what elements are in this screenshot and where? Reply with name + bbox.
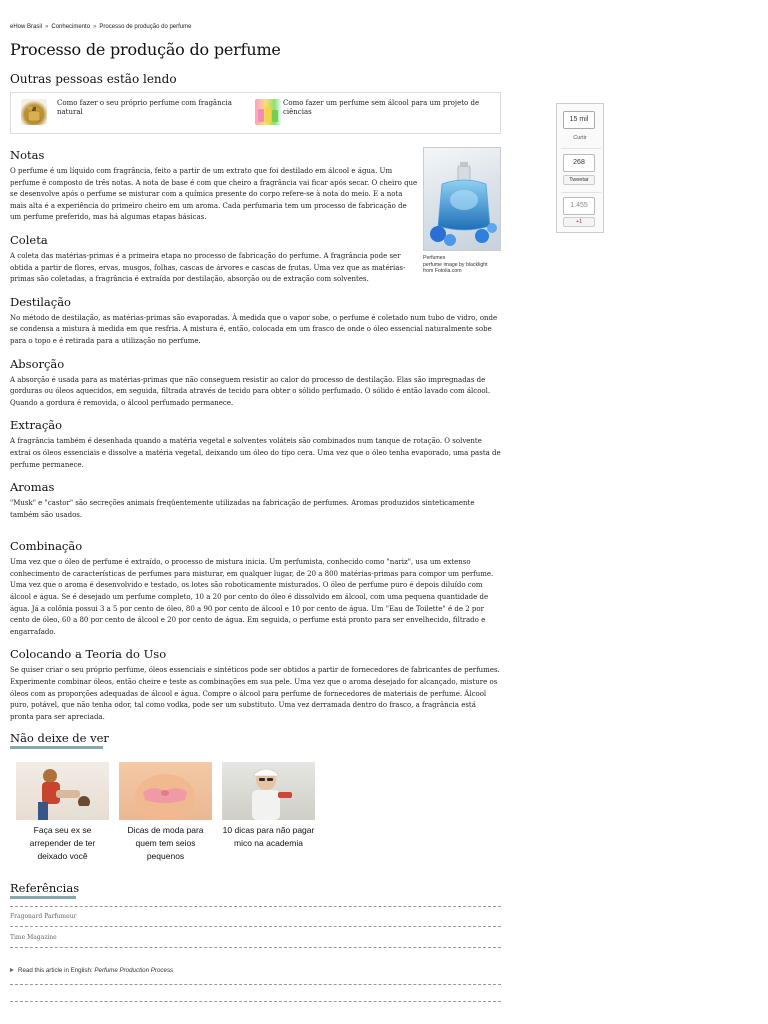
read-in-english-label: Read this article in English: [18, 967, 93, 974]
reference-item[interactable]: Time Magazine [10, 934, 57, 941]
divider [10, 947, 501, 948]
related-article-thumbnail[interactable] [21, 99, 47, 125]
divider [10, 1001, 501, 1002]
related-article-thumbnail[interactable] [255, 99, 281, 125]
divider [561, 192, 601, 193]
section-paragraph: No método de destilação, as matérias-primas são evaporadas. À medida que o vapor sobe, o perfume é coletado num tubo de vidro, onde se condensa a mistura à medida em que resfria. A mistura é, então, colocada em um frasco de onde o óleo essencial naturalmente sobe para o topo e é retirada para a utilização no perfume. [10, 313, 498, 345]
section-destilacao [10, 295, 501, 348]
others-reading-box [10, 92, 501, 134]
section-paragraph: A absorção é usada para as matérias-primas que não conseguem resistir ao calor do processo de destilação. Elas são impregnadas de gorduras ou óleos aquecidos, em seguida, filtrada através de tecido para obter o sólido perfumado. O sólido é então lavado com álcool. Quando a gordura é removida, o álcool perfumado permanece. [10, 375, 491, 407]
google-plus-count: 1.455 [563, 197, 595, 215]
section-extracao [10, 418, 501, 471]
english-article-link[interactable]: Perfume Production Process [94, 967, 174, 974]
section-paragraph: O perfume é um líquido com fragrância, feito a partir de um extrato que foi destilado em álcool e água. Um perfume é composto de três notas. A nota de base é com que cheiro a fragrância vai ficar após secar. O cheiro que se desenvolve após o perfume se misturar com a química presente do corpo refere-se à nota do meio. E a nota mais alta é a experiência do primeiro cheiro em um aroma. Cada perfumaria tem um processo de fabricação de um perfume preferido, mas há algumas etapas básicas. [10, 167, 418, 222]
dont-miss-card[interactable] [222, 762, 315, 850]
dont-miss-card[interactable] [119, 762, 212, 863]
google-plus-button[interactable]: +1 [563, 217, 595, 227]
section-aromas [10, 480, 501, 521]
divider [10, 984, 501, 985]
gym-photo [222, 762, 315, 820]
section-paragraph: Uma vez que o óleo de perfume é extraído, o processo de mistura inicia. Um perfumista, conhecido como "nariz", usa um extenso conhecimento de características de perfumes para misturar, em qualquer lugar, de 20 a 800 matérias-primas para compor um perfume. Uma vez que o aroma é desenvolvido e testado, os lotes são roboticamente misturados. O óleo de perfume puro é depois diluído com álcool e água. Se é desejado um perfume completo, 10 a 20 por cento do óleo é dissolvido em álcool, com uma pequena quantidade de água. Já a colônia possui 3 a 5 por cento de óleo, 80 a 90 por cento de álcool e 10 por cento de água. Um "Eau de Toilette" é de 2 por cento de óleo, 60 a 80 por cento de álcool e 20 por cento de água. Em seguida, o perfume está pronto para ser envelhecido, filtrado e engarrafado. [10, 558, 494, 636]
section-heading: Coleta [10, 232, 48, 247]
dont-miss-title[interactable]: Dicas de moda para quem tem seios pequenos [127, 825, 204, 861]
dont-miss-card[interactable] [16, 762, 109, 863]
dont-miss-heading: Não deixe de ver [10, 731, 109, 745]
caption-title: Perfumes [423, 255, 446, 261]
breadcrumb-separator: » [93, 24, 97, 30]
section-heading: Absorção [10, 356, 65, 371]
references-heading: Referências [10, 881, 80, 895]
section-absorcao [10, 357, 501, 410]
breadcrumb-link-category[interactable]: Conhecimento [51, 24, 91, 30]
section-heading: Destilação [10, 294, 71, 309]
social-share-panel [556, 103, 604, 233]
divider [10, 926, 501, 927]
others-reading-heading: Outras pessoas estão lendo [10, 72, 177, 86]
perfume-bottles-icon [255, 99, 281, 125]
breadcrumb-link-home[interactable]: eHow Brasil [10, 24, 43, 30]
heading-underline [10, 746, 103, 749]
dont-miss-thumbnail[interactable] [119, 762, 212, 820]
facebook-like-count: 15 mil [563, 111, 595, 129]
article-body [10, 148, 501, 732]
section-paragraph: A fragrância também é desenhada quando a matéria vegetal e solventes voláteis são combinados num tanque de rotação. O solvente extrai os óleos essenciais e dissolve a matéria vegetal, deixando um óleo do tipo cera. Uma vez que o óleo tenha evaporado, uma pasta de perfume permanece. [10, 437, 501, 469]
heading-underline [10, 896, 76, 899]
section-heading: Extração [10, 418, 63, 433]
breadcrumb [10, 24, 191, 30]
dont-miss-thumbnail[interactable] [16, 762, 109, 820]
perfume-bottle-icon [21, 99, 47, 125]
read-in-english[interactable] [10, 967, 173, 974]
section-heading: Combinação [10, 539, 83, 554]
dont-miss-thumbnail[interactable] [222, 762, 315, 820]
caption-source: from Fotolia.com [423, 268, 462, 275]
breadcrumb-current: Processo de produção do perfume [99, 24, 192, 30]
fashion-photo [119, 762, 212, 820]
section-teoria-do-uso [10, 647, 501, 723]
related-article-link[interactable]: Como fazer um perfume sem álcool para um projeto de ciências [283, 99, 480, 116]
related-article-1[interactable] [11, 93, 251, 133]
section-heading: Notas [10, 148, 45, 162]
breadcrumb-separator: » [45, 24, 49, 30]
section-notas [10, 148, 418, 224]
dont-miss-title[interactable]: 10 dicas para não pagar mico na academia [222, 825, 315, 848]
section-coleta [10, 233, 418, 286]
page-title: Processo de produção do perfume [10, 40, 281, 59]
divider [10, 906, 501, 907]
section-heading: Aromas [10, 480, 55, 495]
section-paragraph: A coleta das matérias-primas é a primeira etapa no processo de fabricação do perfume. A fragrância pode ser obtida a partir de flores, ervas, musgos, folhas, cascas de árvores e cascas de frutas. Uma vez que as matérias-primas são coletadas, a fragrância é extraída por destilação, absorção ou de extração com solventes. [10, 251, 406, 284]
reference-item[interactable]: Fragonard Parfumeur [10, 913, 77, 920]
triangle-right-icon [10, 968, 14, 972]
caption-credit: perfume image by blacklight [423, 261, 488, 268]
divider [561, 148, 601, 149]
tweet-button[interactable]: Tweetar [563, 175, 595, 185]
couple-photo [16, 762, 109, 820]
section-paragraph: Se quiser criar o seu próprio perfume, óleos essenciais e sintéticos pode ser obtidos a partir de fornecedores de fabricantes de perfumes. Experimente combinar óleos, então cheire e teste as combinações em sua pele. Uma vez que o aroma desejado for alcançado, misture os óleos com as proporções adequadas de álcool e água. Compre o álcool para perfume de fornecedores de materiais de perfume. Álcool puro, potável, que não tenha odor, tal como vodka, pode ser um substituto. Uma vez derramada dentro do frasco, a fragrância está pronta para ser apreciada. [10, 666, 500, 721]
facebook-like-button[interactable]: Curtir [573, 135, 587, 141]
related-article-2[interactable] [251, 93, 501, 133]
section-paragraph: "Musk" e "castor" são secreções animais freqüentemente utilizadas na fabricação de perfumes. Aromas produzidos sinteticamente também são usados. [10, 499, 475, 519]
tweet-count: 268 [563, 154, 595, 172]
related-article-link[interactable]: Como fazer o seu próprio perfume com fragância natural [57, 99, 232, 116]
section-heading: Colocando a Teoria do Uso [10, 647, 167, 662]
dont-miss-title[interactable]: Faça seu ex se arrepender de ter deixado você [29, 825, 96, 861]
section-combinacao [10, 539, 501, 638]
